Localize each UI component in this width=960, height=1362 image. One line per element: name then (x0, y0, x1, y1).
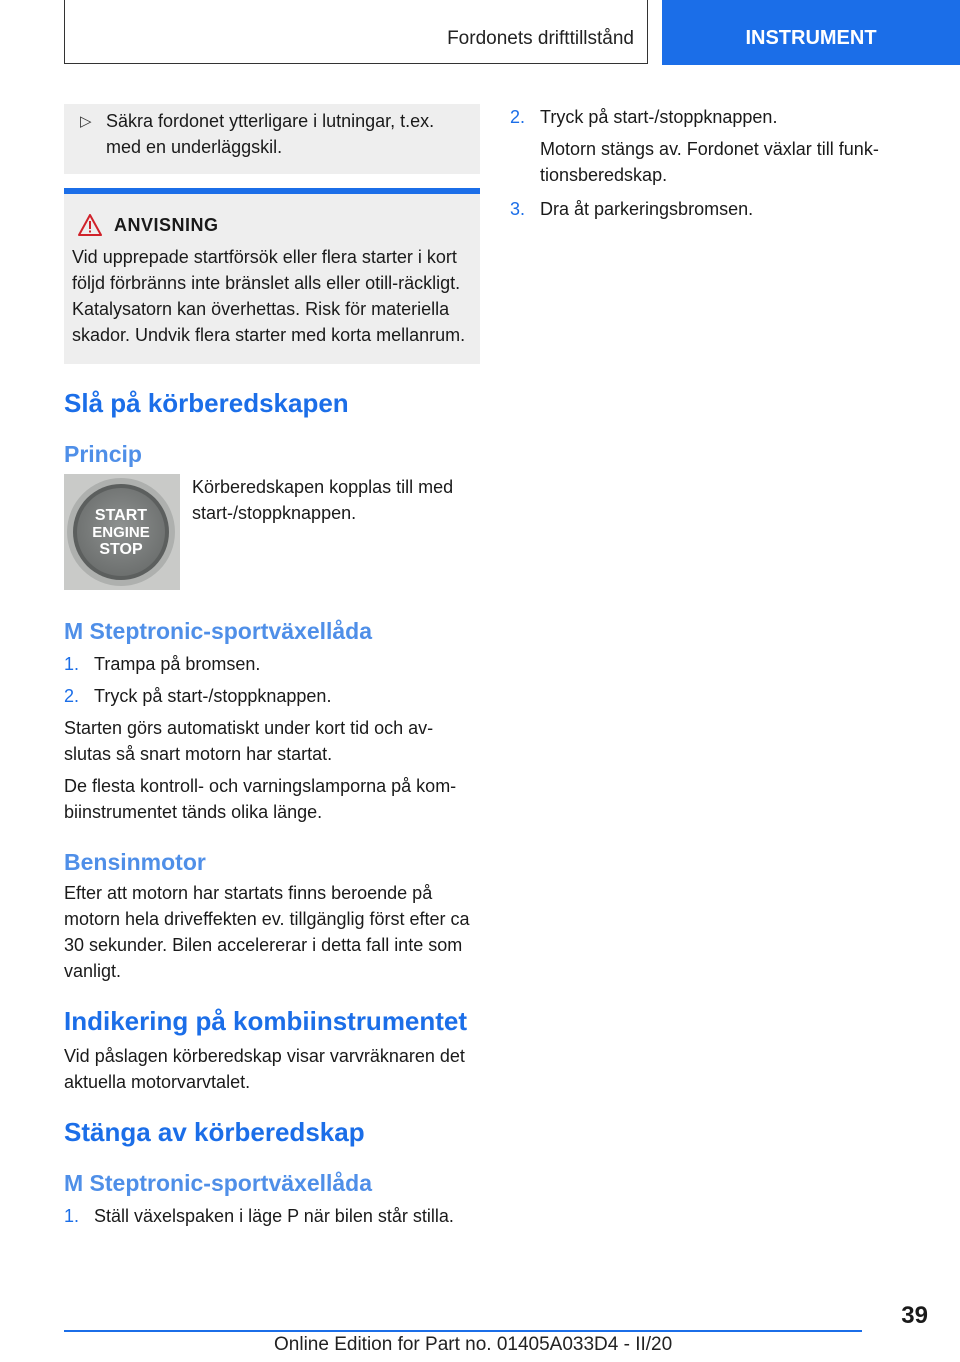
start-stop-button-image (64, 474, 180, 590)
list-item (510, 196, 910, 222)
notice-box (64, 188, 480, 364)
list-text: Tryck på start-/stoppknappen. (94, 686, 332, 706)
subheading-bensinmotor: Bensinmotor (64, 849, 206, 875)
left-column (64, 104, 480, 1229)
list-item (510, 104, 910, 130)
paragraph: Vid påslagen körberedskap visar varvräknaren det aktuella motorvarvtalet. (64, 1046, 465, 1092)
section-heading-start: Slå på körberedskapen (64, 388, 349, 418)
notice-header (72, 212, 472, 238)
button-label-start: START (94, 507, 148, 524)
list-number: 3. (510, 199, 526, 219)
paragraph: Efter att motorn har startats finns beroende på motorn hela driveffekten ev. tillgänglig först efter ca 30 sekunder. Bilen accelererar i detta fall inte som vanligt. (64, 883, 470, 981)
notice-title: ANVISNING (114, 215, 219, 235)
list-text: Dra åt parkeringsbromsen. (540, 199, 754, 219)
paragraph: De flesta kontroll- och varningslamporna på kom-biinstrumentet tänds olika länge. (64, 776, 457, 822)
list-item (64, 683, 480, 709)
list-number: 2. (64, 686, 80, 706)
section-heading-stanga: Stänga av körberedskap (64, 1117, 365, 1147)
list-text: Ställ växelspaken i läge P när bilen står stilla. (94, 1206, 454, 1226)
footer-divider (64, 1330, 862, 1332)
princip-row (64, 474, 480, 590)
list-text: Tryck på start-/stoppknappen. (540, 107, 778, 127)
list-text: Trampa på bromsen. (94, 654, 261, 674)
list-item (64, 651, 480, 677)
list-subtext: Motorn stängs av. Fordonet växlar till funk-tionsberedskap. (540, 139, 879, 185)
header-chapter-tab[interactable]: INSTRUMENT (662, 0, 960, 65)
paragraph: Starten görs automatiskt under kort tid och av-slutas så snart motorn har startat. (64, 718, 434, 764)
princip-text: Körberedskapen kopplas till med start-/stoppknappen. (192, 477, 454, 523)
list-number: 1. (64, 654, 80, 674)
subheading-steptronic: M Steptronic-sportväxellåda (64, 618, 373, 644)
subheading-princip: Princip (64, 441, 142, 467)
right-column (510, 104, 910, 222)
notice-text: Vid upprepade startförsök eller flera starter i kort följd förbränns inte bränslet alls eller otill-räckligt. Katalysatorn kan överhettas. Risk för materiella skador. Undvik flera starter med korta mellanrum. (72, 247, 466, 345)
subheading-steptronic-stop: M Steptronic-sportväxellåda (64, 1170, 373, 1196)
warning-icon (78, 214, 102, 236)
bullet-text: Säkra fordonet ytterligare i lutningar, t.ex. med en underläggskil. (106, 111, 435, 157)
bullet-box (64, 104, 480, 174)
section-heading-indikering: Indikering på kombiinstrumentet (64, 1006, 468, 1036)
list-number: 2. (510, 107, 526, 127)
list-item (64, 1203, 480, 1229)
page-number: 39 (901, 1302, 928, 1329)
footer-edition: Online Edition for Part no. 01405A033D4 - II/20 (274, 1334, 673, 1355)
header-section-title: Fordonets drifttillstånd (447, 28, 634, 49)
triangle-bullet-icon: ▷ (80, 113, 92, 130)
button-label-stop: STOP (99, 541, 143, 558)
button-label-engine: ENGINE (92, 524, 150, 541)
list-number: 1. (64, 1206, 80, 1226)
